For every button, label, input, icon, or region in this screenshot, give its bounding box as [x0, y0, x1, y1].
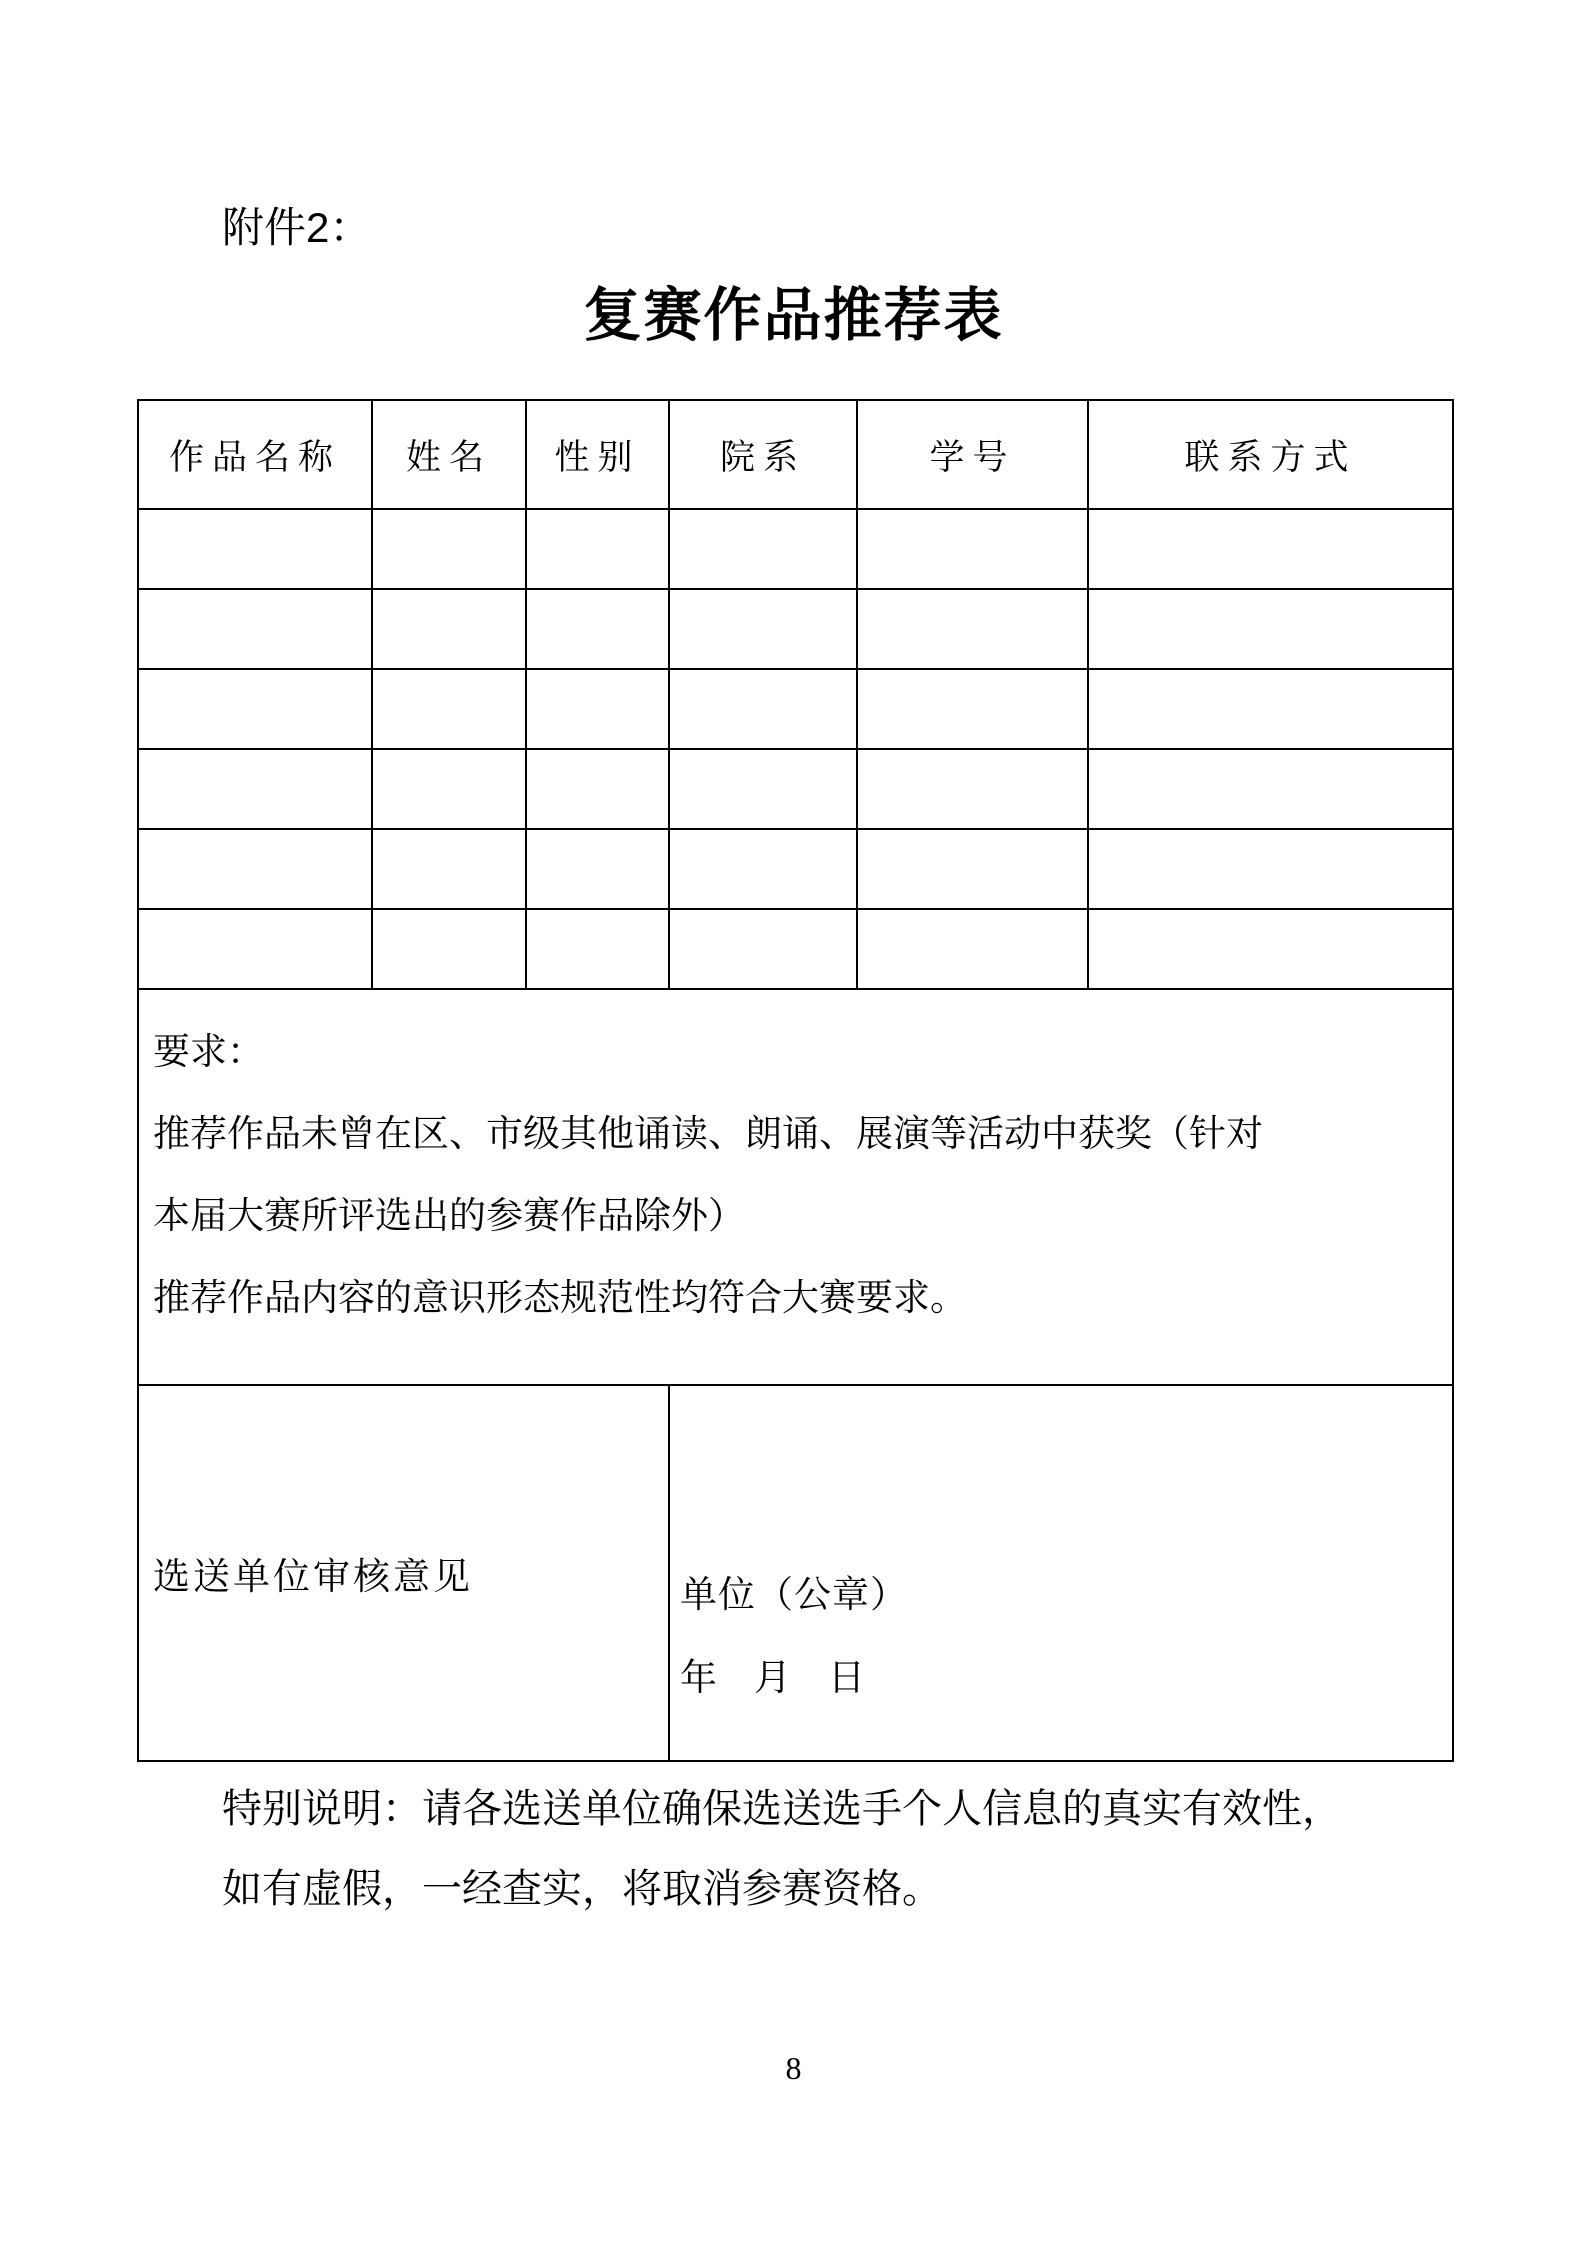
table-cell	[526, 509, 669, 589]
table-row	[138, 669, 1453, 749]
requirements-line: 推荐作品内容的意识形态规范性均符合大赛要求。	[153, 1278, 967, 1319]
requirements-heading: 要求：	[153, 1032, 264, 1073]
table-cell	[526, 909, 669, 989]
table-cell	[669, 829, 857, 909]
table-cell	[1088, 909, 1453, 989]
table-cell	[138, 749, 372, 829]
special-note	[222, 1769, 1342, 1929]
review-row	[138, 1385, 1453, 1761]
review-opinion-label: 选送单位审核意见	[153, 1557, 473, 1598]
table-cell	[669, 669, 857, 749]
attachment-label: 附件2：	[222, 204, 372, 251]
requirements-line: 推荐作品未曾在区、市级其他诵读、朗诵、展演等活动中获奖（针对	[153, 1114, 1263, 1155]
review-opinion-label-cell	[138, 1385, 669, 1761]
requirements-line: 本届大赛所评选出的参赛作品除外）	[153, 1196, 745, 1237]
unit-seal-label: 单位（公章）	[680, 1575, 908, 1616]
table-cell	[857, 749, 1088, 829]
table-cell	[526, 749, 669, 829]
table-row	[138, 509, 1453, 589]
review-signature-cell	[669, 1385, 1453, 1761]
date-label: 年 月 日	[680, 1658, 865, 1699]
recommendation-table	[137, 399, 1454, 1762]
special-note-line: 特别说明：请各选送单位确保选送选手个人信息的真实有效性，	[222, 1786, 1342, 1831]
header-contact: 联系方式	[1088, 400, 1453, 509]
table-header-row	[138, 400, 1453, 509]
header-gender: 性别	[526, 400, 669, 509]
table-cell	[857, 509, 1088, 589]
table-cell	[138, 589, 372, 669]
table-cell	[372, 589, 526, 669]
special-note-line: 如有虚假，一经查实，将取消参赛资格。	[222, 1866, 942, 1911]
table-cell	[526, 669, 669, 749]
header-department: 院系	[669, 400, 857, 509]
table-cell	[372, 509, 526, 589]
header-student-id: 学号	[857, 400, 1088, 509]
requirements-cell	[138, 989, 1453, 1385]
table-cell	[1088, 589, 1453, 669]
table-cell	[857, 829, 1088, 909]
table-cell	[1088, 749, 1453, 829]
table-cell	[372, 829, 526, 909]
table-cell	[138, 509, 372, 589]
requirements-row	[138, 989, 1453, 1385]
table-row	[138, 589, 1453, 669]
table-cell	[526, 829, 669, 909]
table-cell	[138, 669, 372, 749]
table-row	[138, 749, 1453, 829]
table-cell	[526, 589, 669, 669]
table-cell	[669, 749, 857, 829]
header-name: 姓名	[372, 400, 526, 509]
table-cell	[669, 589, 857, 669]
table-cell	[669, 509, 857, 589]
table-cell	[1088, 829, 1453, 909]
table-cell	[138, 829, 372, 909]
table-cell	[857, 909, 1088, 989]
page-number: 8	[785, 2050, 802, 2086]
table-cell	[857, 669, 1088, 749]
table-cell	[1088, 669, 1453, 749]
table-cell	[857, 589, 1088, 669]
table-cell	[372, 749, 526, 829]
table-cell	[138, 909, 372, 989]
table-cell	[372, 669, 526, 749]
table-row	[138, 909, 1453, 989]
table-row	[138, 829, 1453, 909]
table-cell	[1088, 509, 1453, 589]
page-title: 复赛作品推荐表	[583, 283, 1004, 348]
header-work-name: 作品名称	[138, 400, 372, 509]
table-cell	[372, 909, 526, 989]
table-cell	[669, 909, 857, 989]
